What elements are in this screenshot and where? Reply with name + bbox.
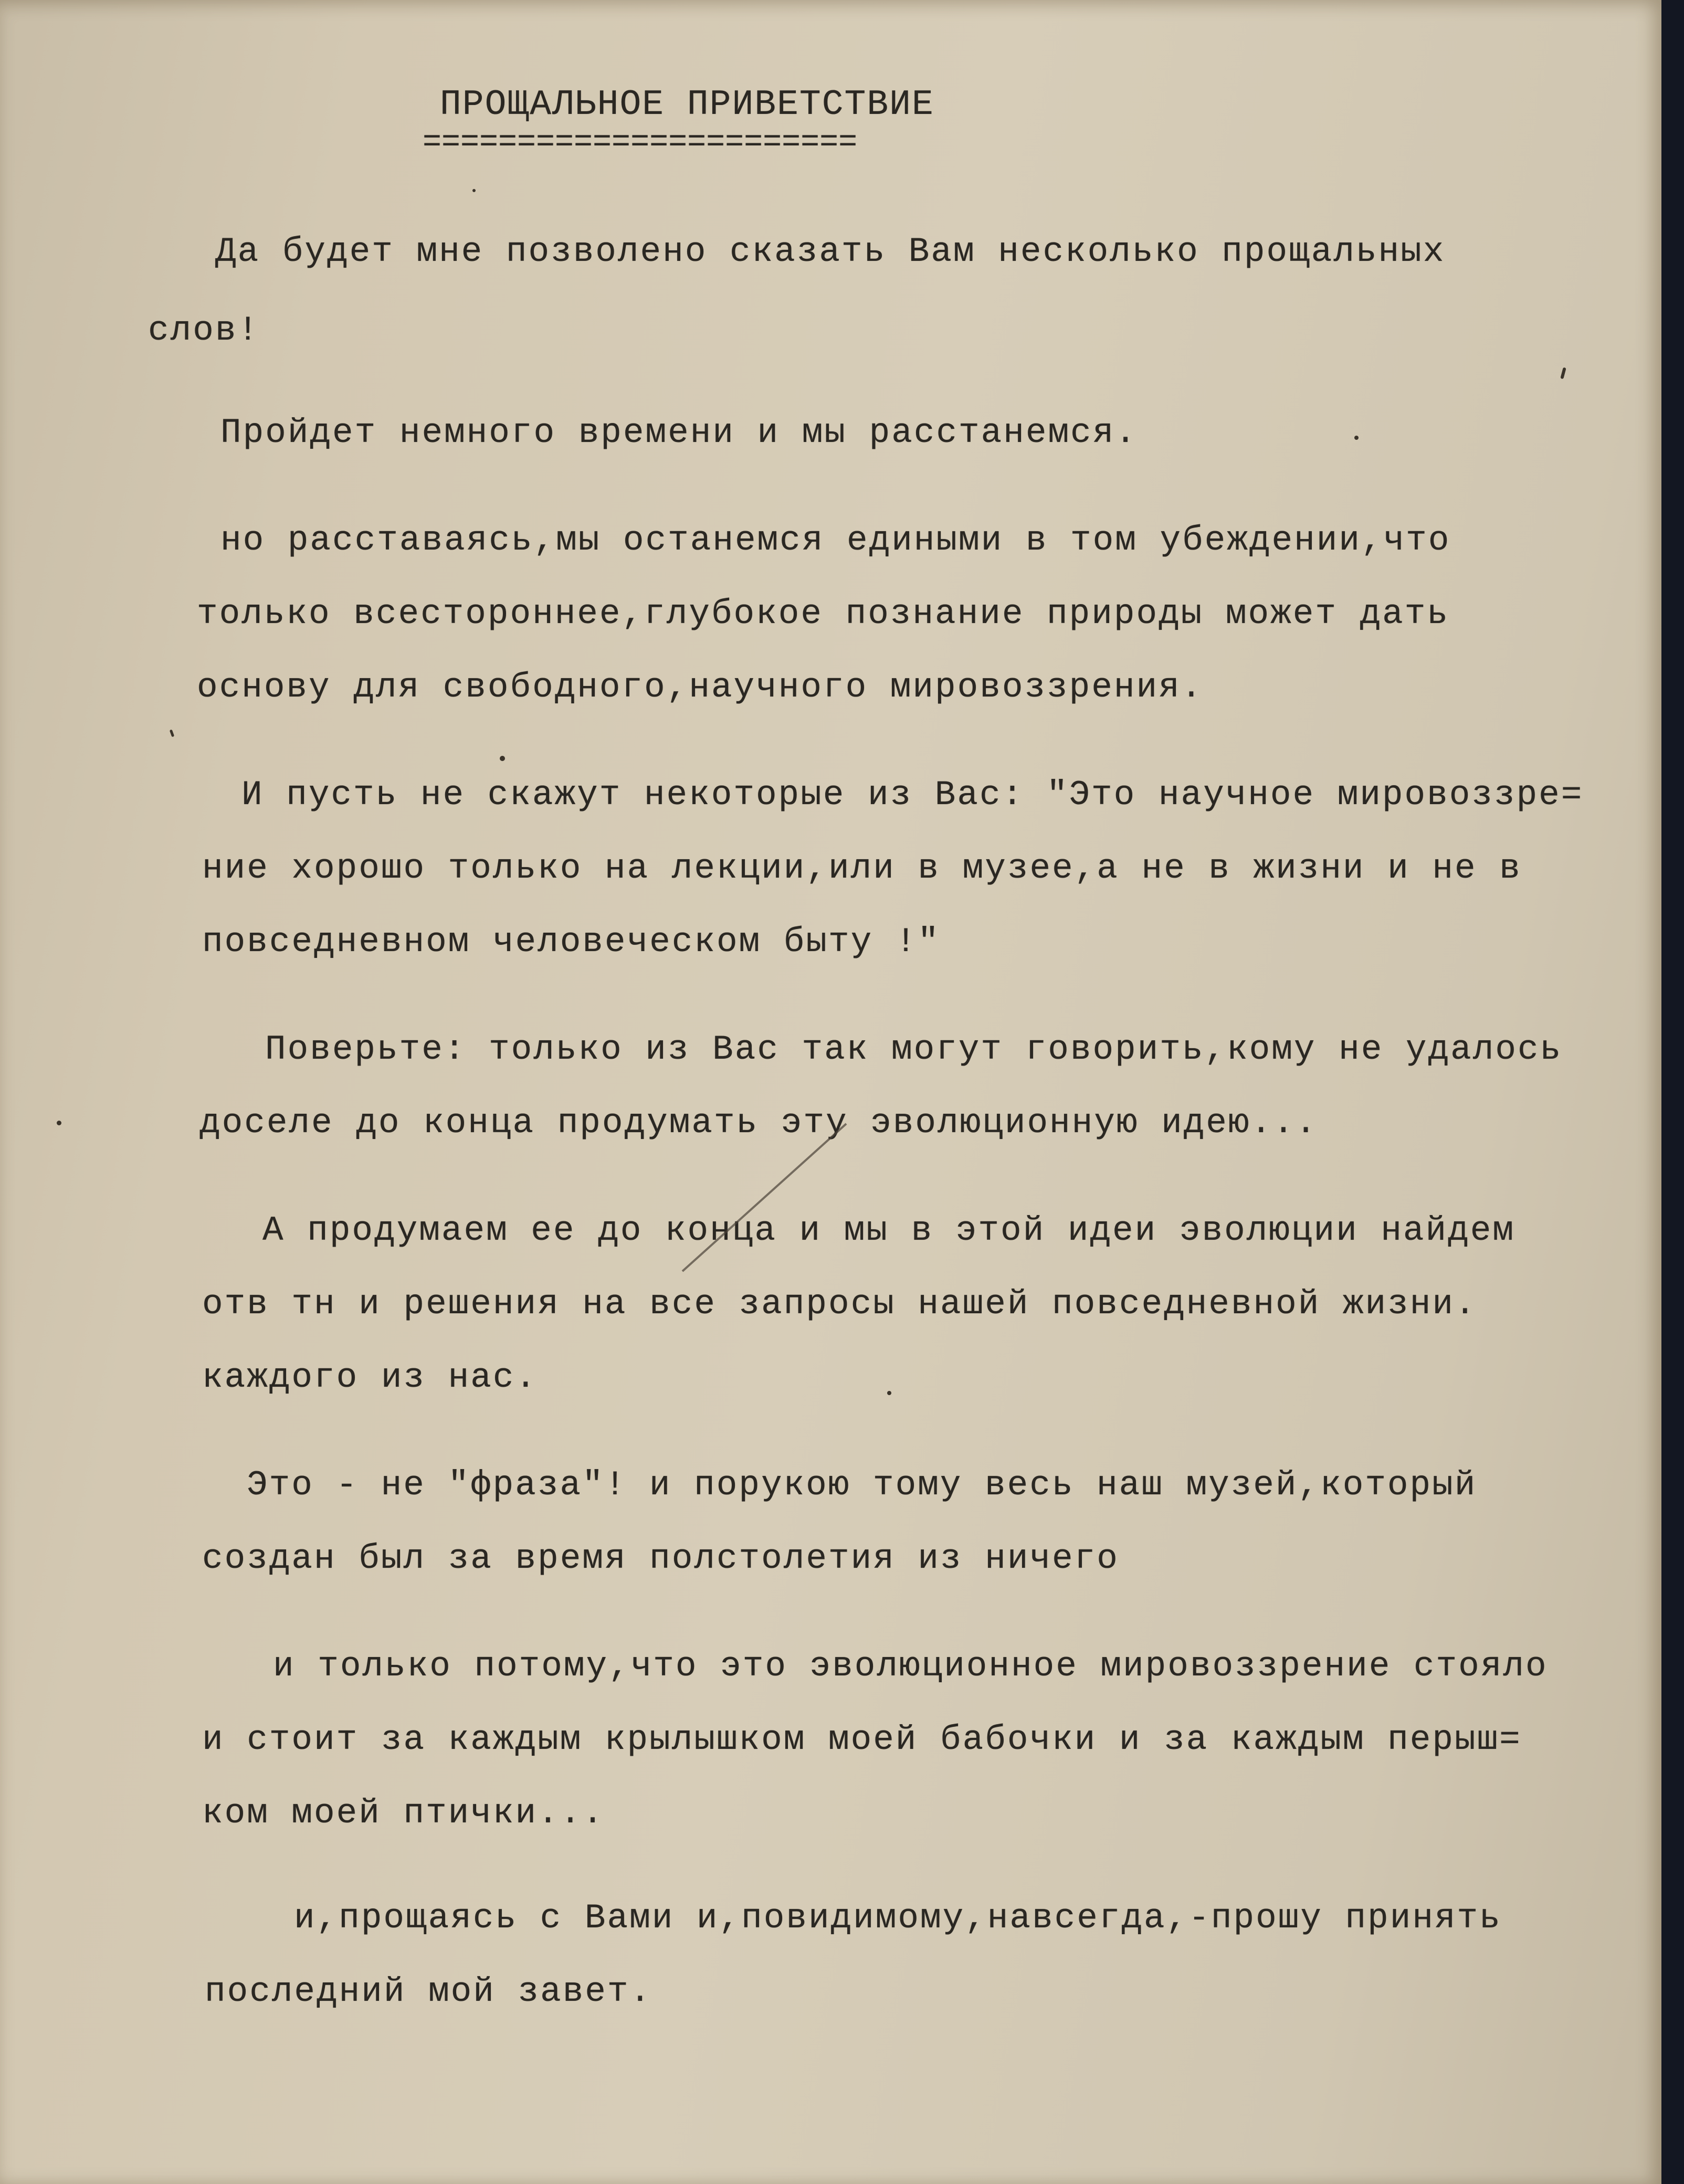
ink-speck [1354,436,1359,440]
text-line-4: но расставаясь,мы останемся едиными в том убеждении,что [220,521,1451,560]
text-line-3: Пройдет немного времени и мы расстанемся. [220,413,1138,452]
text-line-10: Поверьте: только из Вас так могут говорить,кому не удалось [265,1030,1563,1069]
ink-speck [57,1121,61,1125]
text-line-17: и только потому,что это эволюционное мировоззрение стояло [273,1647,1548,1686]
text-line-2: слов! [148,311,260,350]
text-line-15: Это - не "фраза"! и порукою тому весь наш музей,который [247,1465,1477,1505]
text-line-1: Да будет мне позволено сказать Вам несколько прощальных [215,232,1446,271]
text-line-14: каждого из нас. [202,1358,538,1397]
ink-speck [887,1391,891,1395]
text-line-11: доселе до конца продумать эту эволюционную идею... [199,1103,1318,1143]
text-line-16: создан был за время полстолетия из ничего [202,1539,1119,1578]
text-line-19: ком моей птички... [202,1793,605,1833]
ink-speck [472,189,476,192]
text-line-18: и стоит за каждым крылышком моей бабочки и за каждым перыш= [202,1720,1522,1759]
text-line-9: повседневном человеческом быту !" [202,922,941,962]
ink-speck [170,730,174,737]
text-line-5: только всестороннее,глубокое познание природы может дать [197,594,1449,634]
text-line-21: последний мой завет. [205,1972,652,2011]
text-line-20: и,прощаясь с Вами и,повидимому,навсегда,-прошу принять [294,1898,1502,1938]
text-line-7: И пусть не скажут некоторые из Вас: "Это научное мировоззре= [241,775,1584,815]
title-underline: ======================= [423,125,858,161]
ink-speck [500,756,505,761]
text-line-13: отв тн и решения на все запросы нашей повседневной жизни. [202,1284,1477,1324]
document-title: ПРОЩАЛЬНОЕ ПРИВЕТСТВИЕ [440,85,934,125]
text-line-6: основу для свободного,научного мировоззрения. [197,668,1204,707]
text-line-12: А продумаем ее до конца и мы в этой идеи эволюции найдем [262,1211,1515,1250]
text-line-8: ние хорошо только на лекции,или в музее,а не в жизни и не в [202,849,1522,888]
scan-background-edge [1661,0,1684,2184]
ink-speck [1560,367,1566,379]
